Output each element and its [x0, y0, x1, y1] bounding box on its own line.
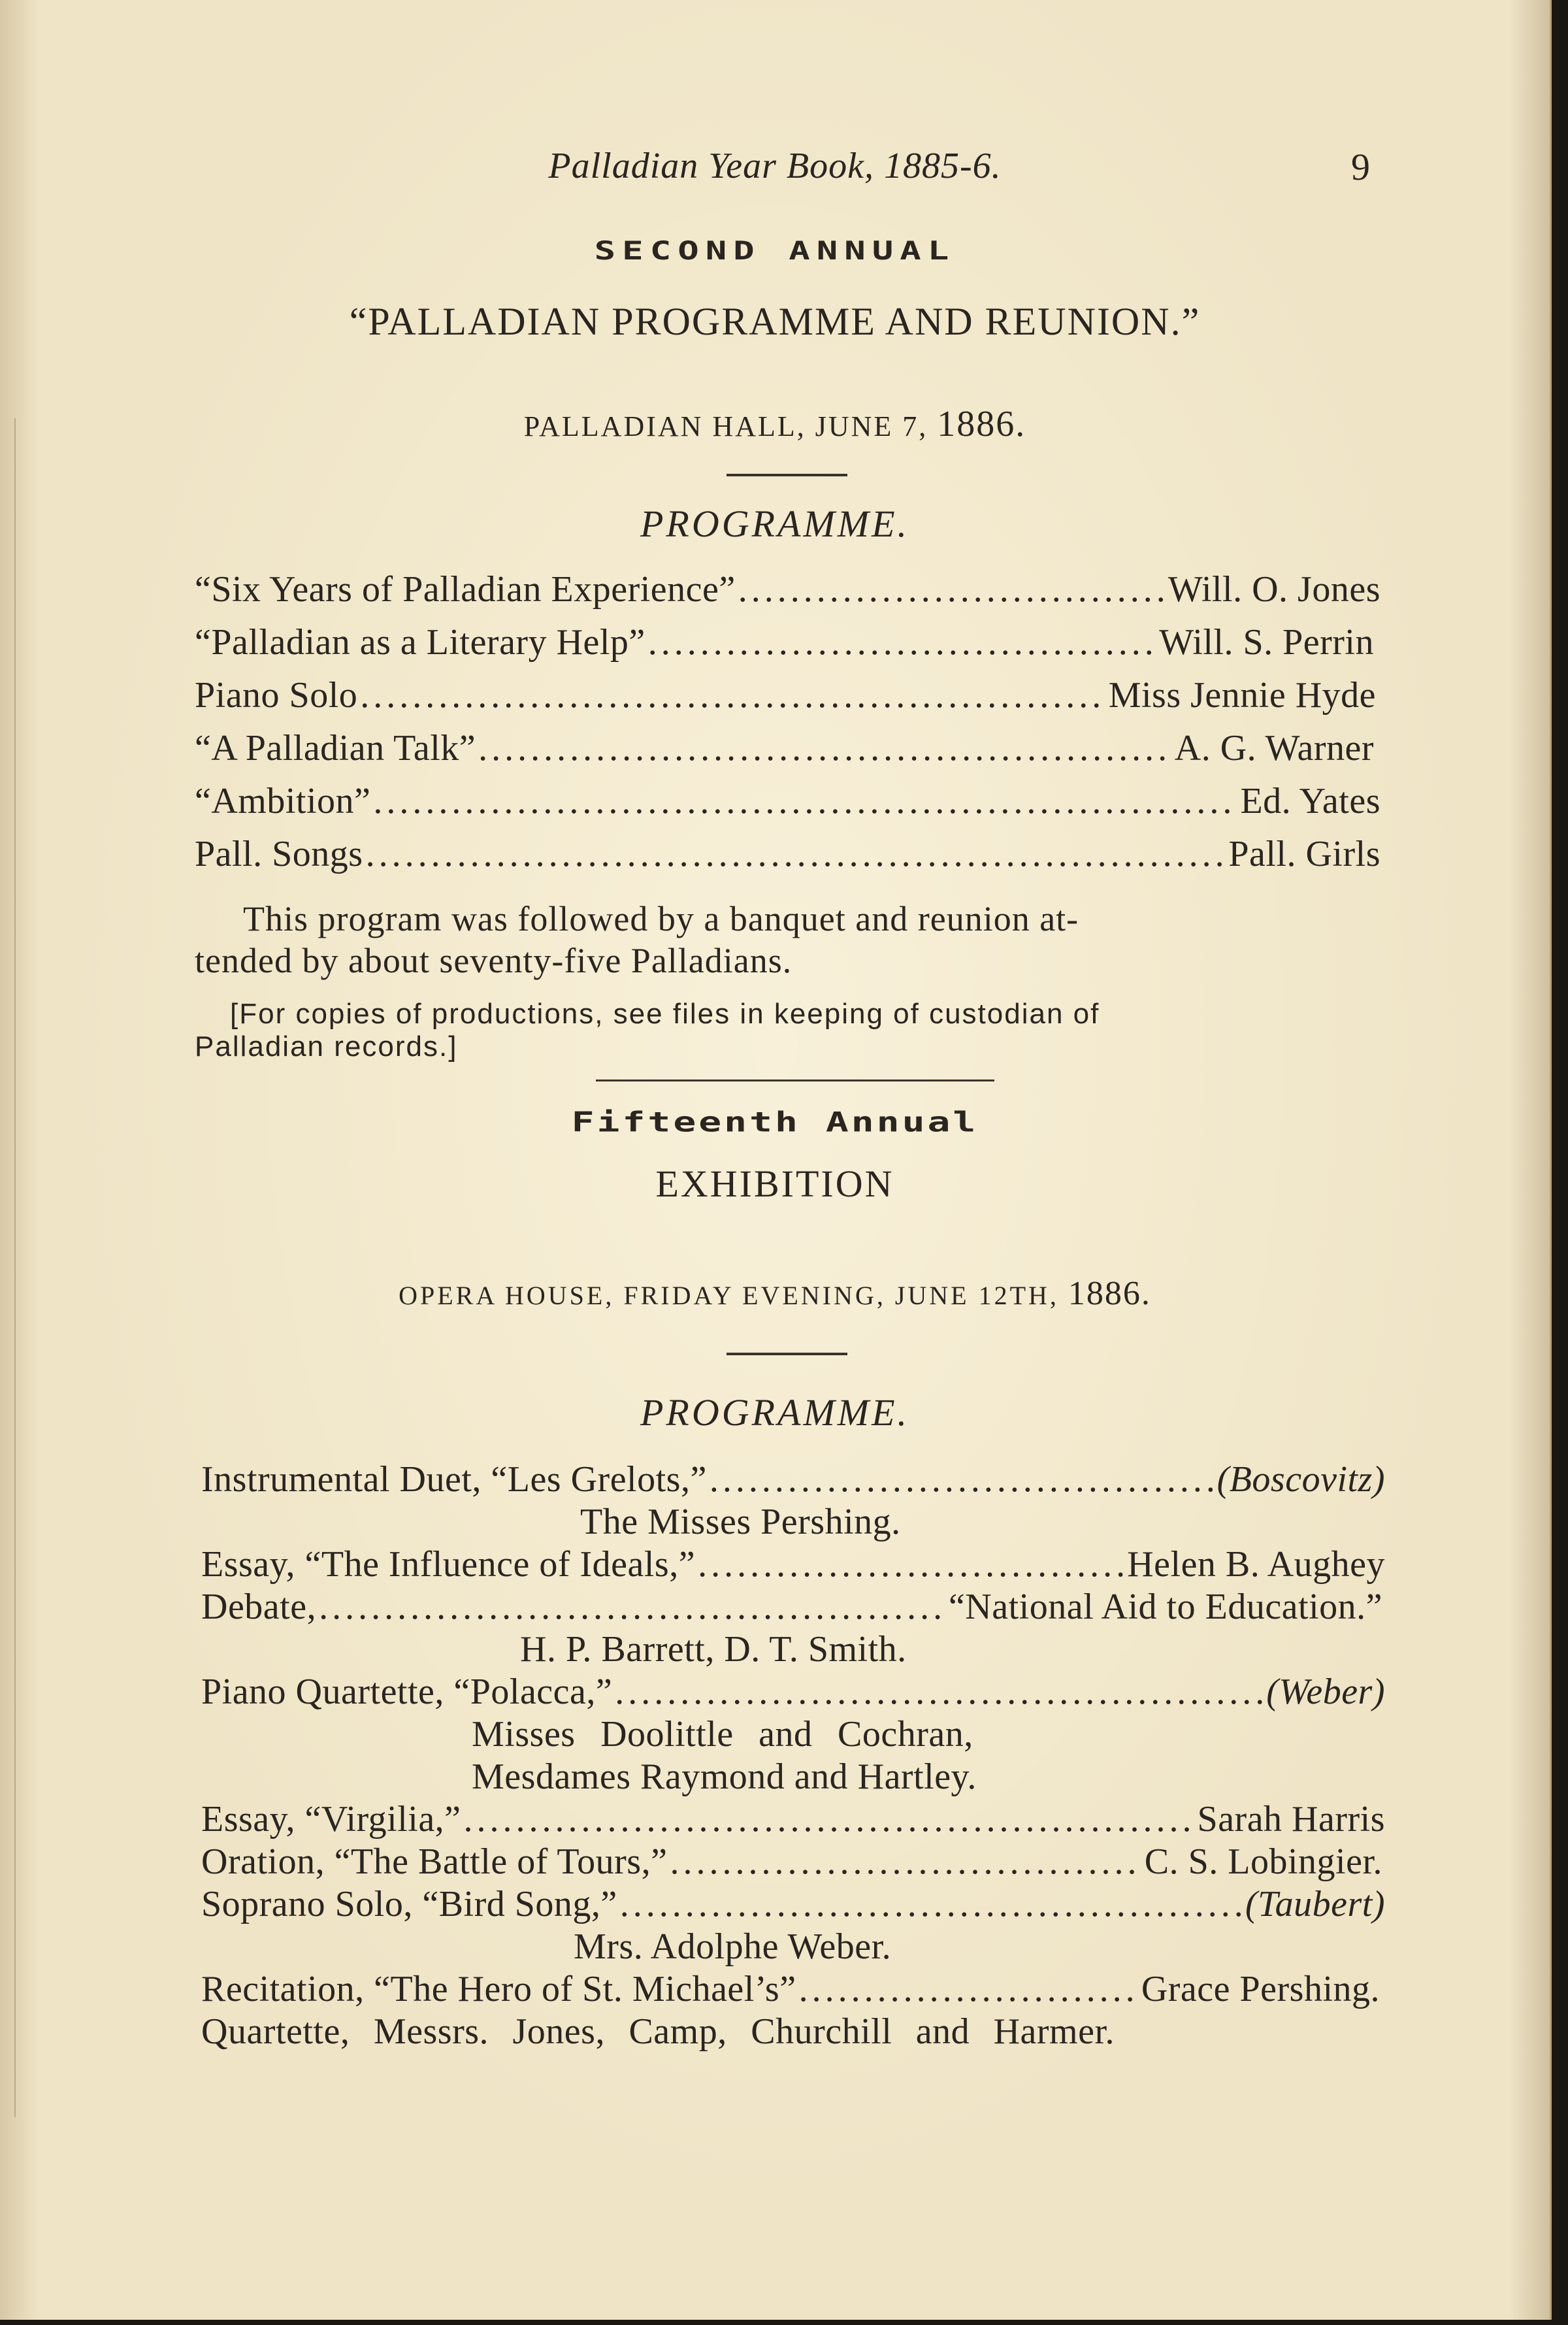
leader-dots — [698, 1543, 1124, 1585]
program-performers-line: Mrs. Adolphe Weber. — [574, 1926, 892, 1967]
custodian-note-line2: Palladian records.] — [195, 1031, 458, 1063]
page-gutter-edge — [14, 418, 20, 2117]
section1-decorative-heading: SECOND ANNUAL — [594, 235, 956, 266]
leader-dots — [615, 1671, 1264, 1713]
program-title: Oration, “The Battle of Tours,” — [201, 1841, 668, 1882]
section1-programme-heading: PROGRAMME. — [640, 503, 910, 545]
program-row — [195, 727, 1374, 769]
program-performer: Pall. Girls — [1228, 834, 1380, 874]
leader-dots — [464, 1798, 1195, 1840]
program-title: Essay, “Virgilia,” — [201, 1799, 461, 1839]
program-performers-line: H. P. Barrett, D. T. Smith. — [520, 1629, 907, 1670]
section1-venue-text: PALLADIAN HALL, JUNE 7, — [523, 410, 938, 442]
banquet-paragraph-line2: tended by about seventy-five Palladians. — [195, 941, 792, 980]
program-row — [201, 1798, 1385, 1840]
program-composer: (Boscovitz) — [1217, 1459, 1385, 1500]
program-performer: Grace Pershing. — [1141, 1969, 1380, 2009]
program-row — [195, 621, 1374, 663]
program-performers-line: Mesdames Raymond and Hartley. — [472, 1756, 977, 1797]
program-row — [201, 1543, 1385, 1585]
program-title: Instrumental Duet, “Les Grelots,” — [201, 1459, 707, 1500]
section2-decorative-heading: Fifteenth Annual — [571, 1106, 979, 1138]
section2-venue — [0, 1274, 1550, 1313]
banquet-paragraph-line1: This program was followed by a banquet and reunion at- — [243, 899, 1079, 938]
program-title: “A Palladian Talk” — [195, 728, 476, 768]
program-row — [201, 1841, 1382, 1883]
program-performer: Ed. Yates — [1240, 781, 1380, 821]
leader-dots — [738, 569, 1166, 610]
program-row — [195, 780, 1380, 822]
program-performer: Will. O. Jones — [1168, 569, 1380, 610]
program-row — [201, 1586, 1382, 1628]
program-title: Essay, “The Influence of Ideals,” — [201, 1544, 696, 1585]
leader-dots — [366, 833, 1226, 875]
long-rule — [596, 1080, 994, 1081]
program-row — [195, 674, 1376, 716]
leader-dots — [799, 1968, 1139, 2010]
program-row — [195, 569, 1380, 610]
leader-dots — [710, 1459, 1215, 1500]
debate-topic: “National Aid to Education.” — [948, 1587, 1382, 1627]
leader-dots — [620, 1883, 1243, 1925]
program-title: Piano Solo — [195, 675, 358, 716]
program-title: Piano Quartette, “Polacca,” — [201, 1672, 613, 1712]
page-number: 9 — [1351, 146, 1370, 188]
program-title: Recitation, “The Hero of St. Michael’s” — [201, 1969, 796, 2009]
program-row — [201, 1883, 1385, 1925]
custodian-note-line1: [For copies of productions, see files in keeping of custodian of — [230, 998, 1100, 1030]
program-composer: (Taubert) — [1245, 1884, 1385, 1924]
program-title: Soprano Solo, “Bird Song,” — [201, 1884, 617, 1924]
program-row — [201, 1968, 1380, 2010]
program-title: “Six Years of Palladian Experience” — [195, 569, 736, 610]
section1-title: “PALLADIAN PROGRAMME AND REUNION.” — [349, 300, 1201, 343]
program-performer: C. S. Lobingier. — [1144, 1841, 1382, 1882]
program-title: Pall. Songs — [195, 834, 363, 874]
section2-title: EXHIBITION — [655, 1162, 894, 1205]
program-performers-line: Misses Doolittle and Cochran, — [472, 1714, 973, 1755]
short-rule-1 — [727, 474, 847, 476]
section2-programme-heading: PROGRAMME. — [640, 1391, 910, 1434]
section1-venue — [0, 403, 1550, 445]
program-closing-line: Quartette, Messrs. Jones, Camp, Churchill and Harmer. — [201, 2011, 1115, 2052]
program-title: Debate, — [201, 1587, 317, 1627]
program-row — [201, 1671, 1385, 1713]
short-rule-2 — [727, 1353, 847, 1355]
section1-venue-year: 1886. — [937, 404, 1026, 444]
program-title: “Palladian as a Literary Help” — [195, 622, 645, 663]
running-title: Palladian Year Book, 1885-6. — [548, 146, 1002, 186]
program-composer: (Weber) — [1266, 1672, 1385, 1712]
program-performer: Miss Jennie Hyde — [1108, 675, 1376, 716]
leader-dots — [478, 727, 1172, 769]
program-performer: Helen B. Aughey — [1127, 1544, 1385, 1585]
leader-dots — [670, 1841, 1141, 1883]
leader-dots — [648, 621, 1156, 663]
leader-dots — [373, 780, 1237, 822]
program-performer: A. G. Warner — [1174, 728, 1374, 768]
program-row — [195, 833, 1380, 875]
program-row — [201, 1459, 1385, 1500]
program-performers-line: The Misses Pershing. — [580, 1502, 901, 1542]
leader-dots — [360, 674, 1105, 716]
leader-dots — [319, 1586, 946, 1628]
program-title: “Ambition” — [195, 781, 371, 821]
program-performer: Will. S. Perrin — [1159, 622, 1374, 663]
section2-venue-text: OPERA HOUSE, FRIDAY EVENING, JUNE 12TH, — [399, 1281, 1068, 1310]
program-performer: Sarah Harris — [1197, 1799, 1385, 1839]
section2-venue-year: 1886. — [1068, 1275, 1151, 1312]
